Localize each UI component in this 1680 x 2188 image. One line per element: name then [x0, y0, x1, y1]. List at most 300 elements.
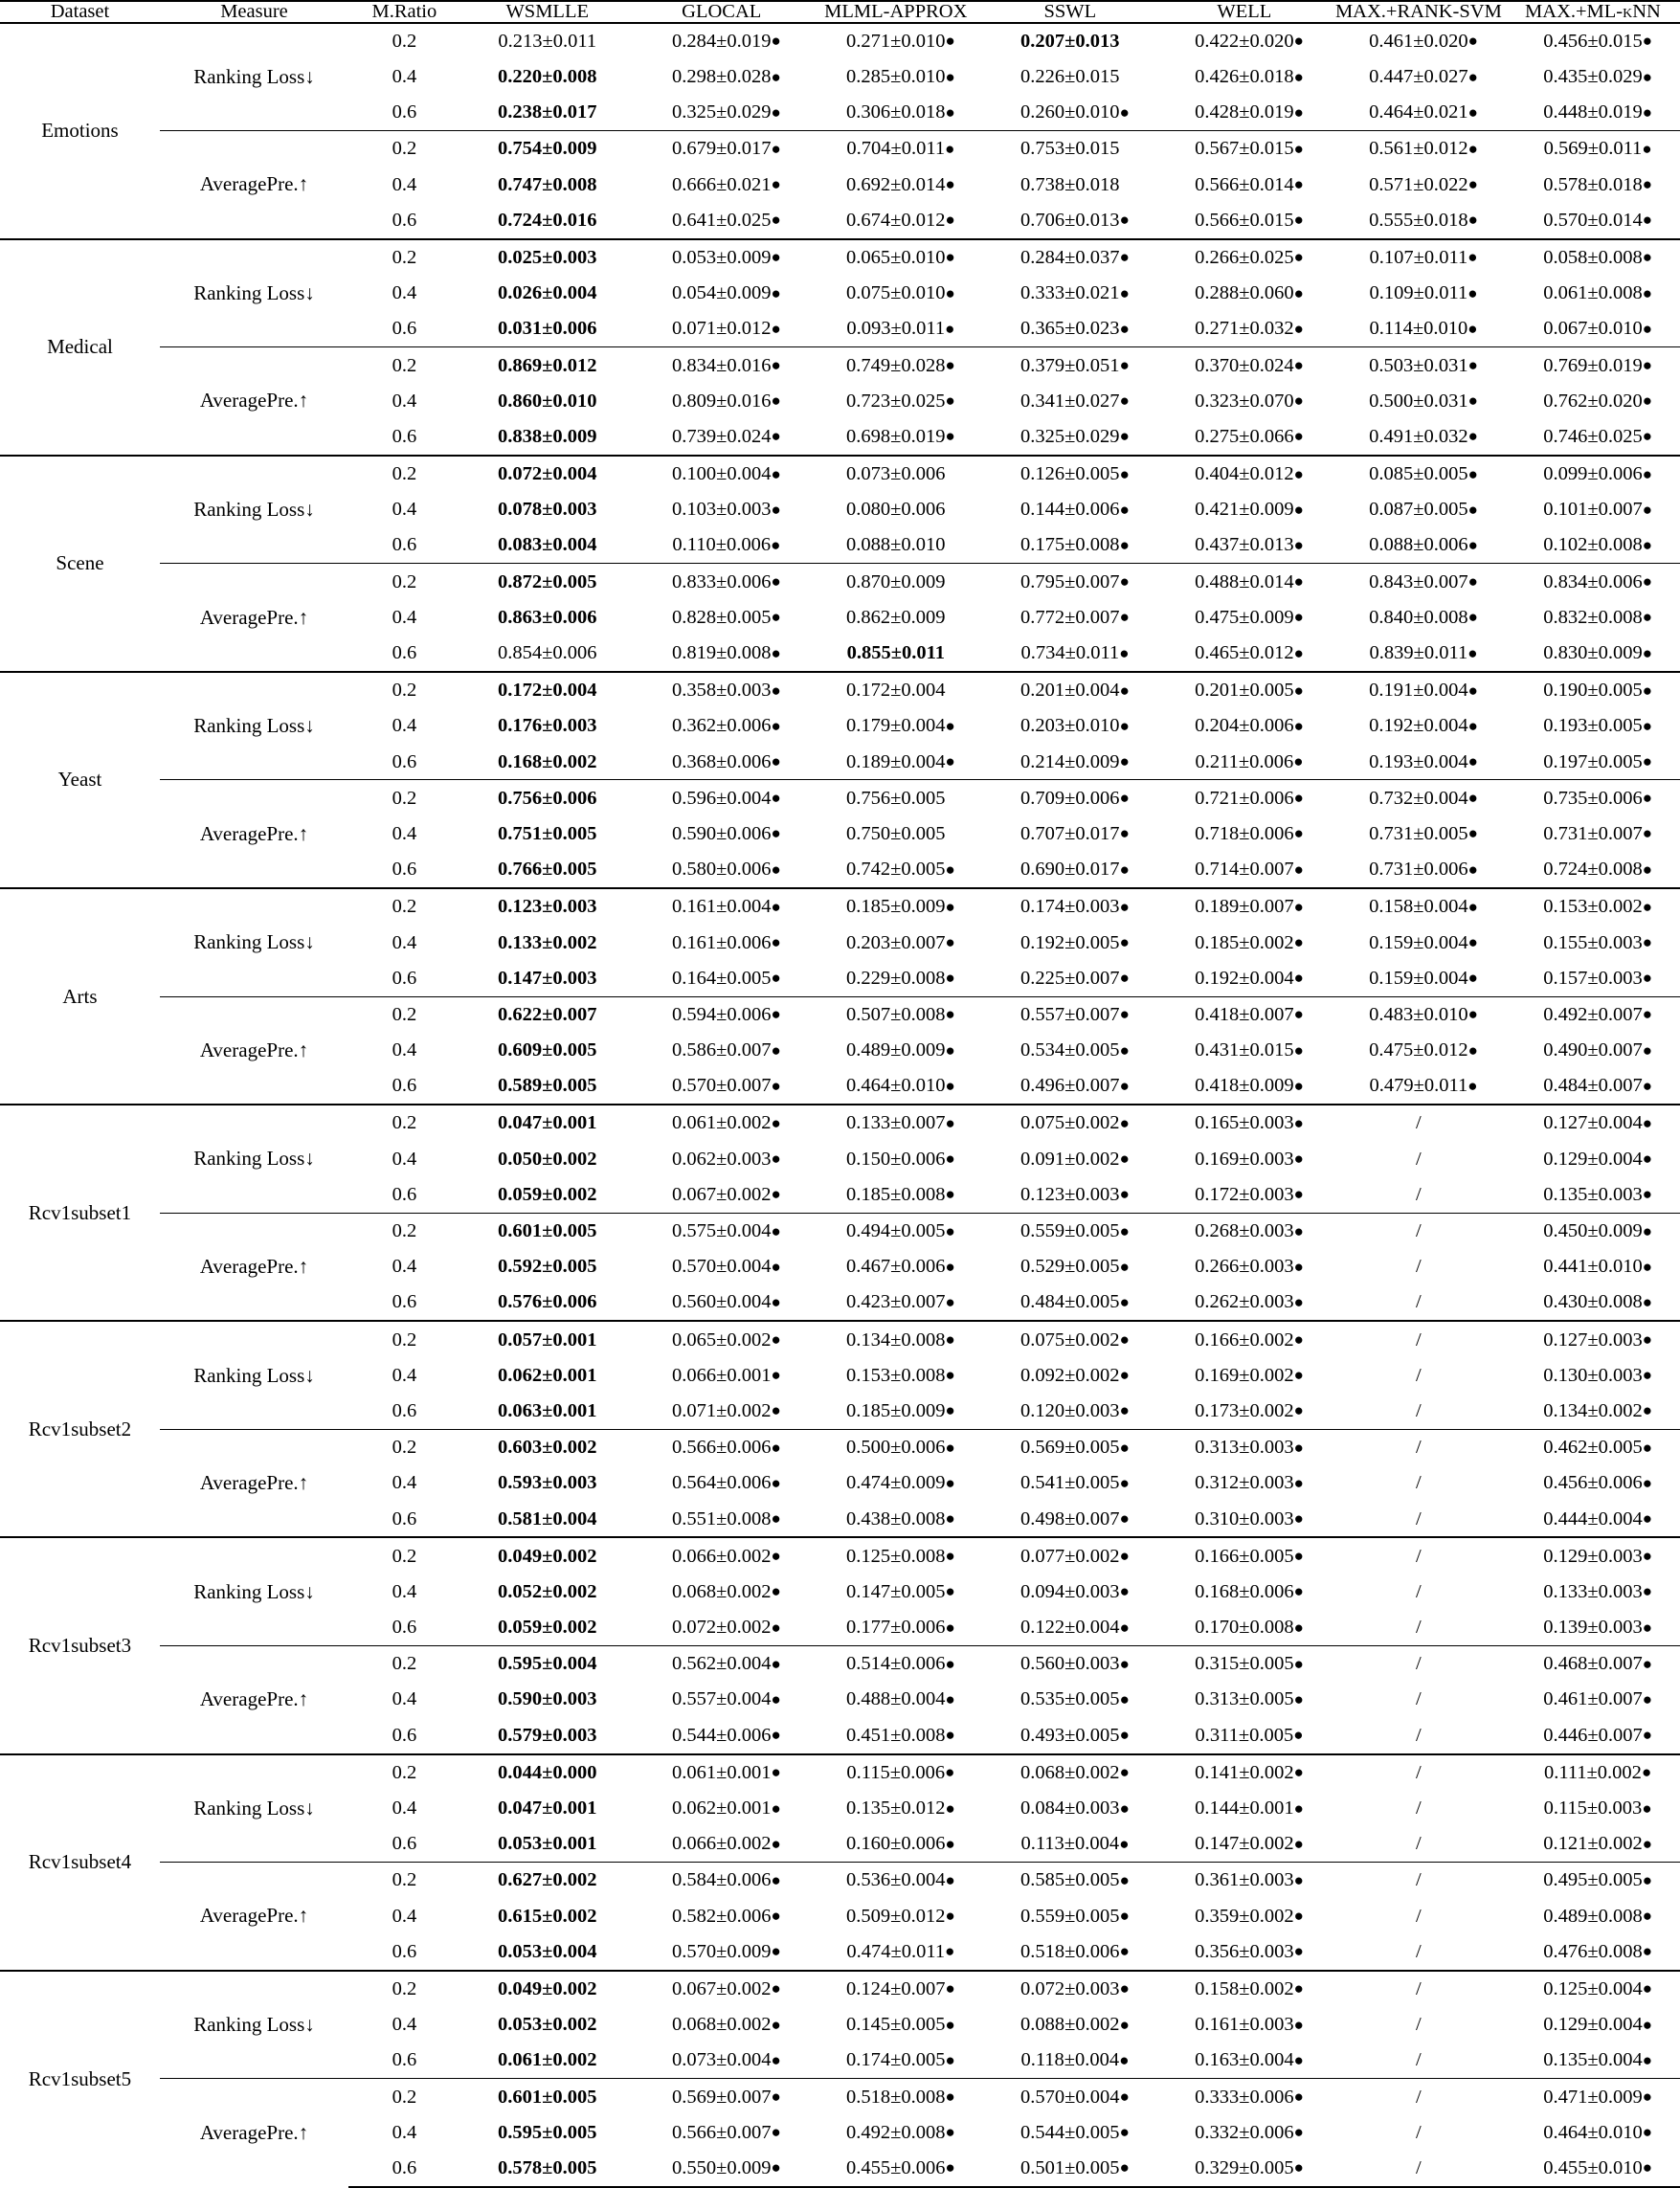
metric-cell-mlml: 0.500±0.006● [809, 1429, 983, 1465]
metric-cell-maxmlknn: 0.139±0.003● [1543, 1617, 1652, 1639]
metric-value: 0.570±0.009 [671, 1940, 772, 1962]
metric-cell-well: 0.158±0.002● [1157, 1971, 1332, 2007]
metric-value: 0.329±0.005 [1195, 2156, 1294, 2178]
table-row [0, 672, 1680, 708]
metric-value: 0.325±0.029 [671, 101, 772, 123]
metric-cell-well: 0.313±0.003● [1157, 1429, 1332, 1465]
metric-value: 0.455±0.006 [846, 2156, 946, 2178]
metric-cell-glocal: 0.065±0.002● [635, 1321, 809, 1357]
column-header-maxmlknn: MAX.+ML-kNN [1506, 1, 1680, 23]
metric-value: 0.483±0.010 [1369, 1003, 1468, 1025]
metric-cell-glocal: 0.584±0.006● [635, 1863, 809, 1899]
metric-value: 0.769±0.019 [1543, 354, 1643, 376]
metric-value: 0.220±0.008 [497, 66, 597, 88]
metric-value: 0.129±0.004 [1543, 1148, 1643, 1170]
not-available-marker: / [1416, 1905, 1422, 1927]
metric-value: 0.698±0.019 [846, 425, 946, 447]
metric-value: 0.566±0.007 [671, 2121, 772, 2143]
metric-cell-wsmlle [460, 1429, 635, 1465]
metric-cell-mlml: 0.115±0.006● [809, 1754, 983, 1791]
metric-value: 0.731±0.007 [1543, 822, 1643, 844]
table-row [0, 1429, 1680, 1465]
metric-value: 0.772±0.007 [1020, 606, 1120, 628]
metric-value: 0.601±0.005 [497, 1220, 597, 1242]
missing-ratio-value: 0.4 [392, 499, 417, 521]
missing-ratio-value: 0.6 [392, 1724, 417, 1746]
metric-cell-maxrank: 0.159±0.004● [1369, 931, 1478, 953]
metric-cell-glocal: 0.594±0.006● [635, 996, 809, 1033]
metric-value: 0.078±0.003 [497, 499, 597, 521]
metric-cell-mlml: 0.674±0.012● [846, 209, 955, 231]
metric-cell-sswl: 0.501±0.005● [983, 2151, 1157, 2187]
metric-cell-maxrank: 0.561±0.012● [1332, 131, 1506, 167]
metric-value: 0.448±0.019 [1543, 101, 1643, 123]
table-row [0, 2079, 1680, 2115]
metric-value: 0.569±0.011 [1543, 138, 1643, 160]
metric-cell-maxmlknn: 0.569±0.011● [1506, 131, 1680, 167]
metric-value: 0.603±0.002 [497, 1437, 597, 1459]
metric-value: 0.368±0.006 [671, 750, 772, 772]
metric-cell-glocal: 0.596±0.004● [635, 780, 809, 816]
metric-cell-maxmlknn: 0.450±0.009● [1506, 1213, 1680, 1249]
metric-cell-sswl: 0.175±0.008● [1020, 534, 1130, 556]
metric-value: 0.474±0.011 [846, 1940, 946, 1962]
metric-cell-sswl: 0.557±0.007● [983, 996, 1157, 1033]
metric-cell-sswl: 0.092±0.002● [1020, 1364, 1130, 1386]
metric-value: 0.139±0.003 [1543, 1617, 1643, 1639]
metric-value: 0.049±0.002 [497, 1545, 597, 1567]
metric-value: 0.072±0.003 [1020, 1977, 1120, 1999]
not-available-marker: / [1416, 1833, 1422, 1855]
metric-cell-mlml [809, 636, 983, 672]
table-row [0, 23, 1680, 59]
metric-cell-sswl: 0.091±0.002● [1020, 1148, 1130, 1170]
metric-cell-well: 0.266±0.025● [1157, 239, 1332, 276]
metric-value: 0.088±0.006 [1369, 534, 1468, 556]
metric-value: 0.135±0.004 [1543, 2049, 1643, 2071]
metric-value: 0.163±0.004 [1195, 2049, 1294, 2071]
metric-cell-maxmlknn: 0.834±0.006● [1506, 564, 1680, 600]
column-header-maxrank: MAX.+RANK-SVM [1332, 1, 1506, 23]
metric-value: 0.536±0.004 [846, 1869, 946, 1891]
metric-cell-maxrank [1332, 2043, 1506, 2079]
metric-value: 0.201±0.005 [1195, 680, 1294, 702]
metric-cell-wsmlle [460, 1898, 635, 1933]
measure-label: Ranking Loss↓ [160, 888, 348, 996]
metric-cell-glocal: 0.570±0.007● [671, 1075, 781, 1097]
metric-value: 0.172±0.004 [846, 680, 946, 702]
metric-cell-wsmlle [460, 1141, 635, 1176]
metric-cell-well: 0.163±0.004● [1195, 2049, 1304, 2071]
metric-cell-maxmlknn: 0.495±0.005● [1506, 1863, 1680, 1899]
metric-cell-maxrank: 0.085±0.005● [1332, 456, 1506, 492]
metric-cell-mlml [809, 600, 983, 636]
metric-value: 0.451±0.008 [846, 1724, 946, 1746]
not-available-marker: / [1416, 1112, 1422, 1134]
metric-value: 0.107±0.011 [1369, 246, 1468, 268]
metric-value: 0.422±0.020 [1195, 30, 1294, 52]
metric-cell-sswl: 0.203±0.010● [1020, 715, 1130, 737]
metric-cell-maxrank [1332, 1971, 1506, 2007]
metric-value: 0.467±0.006 [846, 1256, 946, 1278]
metric-value: 0.088±0.010 [846, 534, 946, 556]
metric-cell-wsmlle [460, 672, 635, 708]
metric-value: 0.094±0.003 [1020, 1580, 1120, 1602]
metric-cell-maxrank [1332, 2151, 1506, 2187]
metric-cell-well: 0.168±0.006● [1195, 1580, 1304, 1602]
metric-value: 0.100±0.004 [671, 463, 772, 485]
metric-value: 0.855±0.011 [846, 642, 945, 664]
metric-value: 0.854±0.006 [497, 642, 597, 664]
measure-label: AveragePre.↑ [160, 2079, 348, 2187]
metric-value: 0.582±0.006 [671, 1905, 772, 1927]
metric-cell-wsmlle [460, 852, 635, 888]
metric-value: 0.609±0.005 [497, 1039, 597, 1061]
measure-label: AveragePre.↑ [160, 1863, 348, 1971]
metric-cell-mlml: 0.189±0.004● [846, 750, 955, 772]
metric-value: 0.288±0.060 [1195, 282, 1294, 304]
measure-label: Ranking Loss↓ [160, 1321, 348, 1429]
not-available-marker: / [1416, 2086, 1422, 2108]
measure-label: Ranking Loss↓ [160, 456, 348, 564]
metric-cell-mlml: 0.455±0.006● [809, 2151, 983, 2187]
metric-cell-glocal: 0.161±0.006● [671, 931, 781, 953]
metric-cell-glocal: 0.569±0.007● [635, 2079, 809, 2115]
metric-value: 0.065±0.002 [671, 1328, 772, 1351]
metric-value: 0.173±0.002 [1195, 1399, 1294, 1421]
metric-cell-glocal: 0.071±0.002● [671, 1399, 781, 1421]
metric-value: 0.840±0.008 [1369, 606, 1468, 628]
metric-value: 0.418±0.007 [1195, 1003, 1294, 1025]
missing-ratio-value: 0.6 [392, 750, 417, 772]
metric-value: 0.484±0.005 [1020, 1291, 1120, 1313]
metric-cell-well: 0.268±0.003● [1157, 1213, 1332, 1249]
missing-ratio-value: 0.4 [392, 390, 417, 412]
metric-cell-well: 0.266±0.003● [1195, 1256, 1304, 1278]
metric-value: 0.298±0.028 [671, 66, 772, 88]
missing-ratio-value: 0.2 [348, 996, 460, 1033]
metric-cell-maxmlknn: 0.468±0.007● [1506, 1645, 1680, 1682]
not-available-marker: / [1416, 1977, 1422, 1999]
missing-ratio-value: 0.2 [348, 1863, 460, 1899]
metric-value: 0.053±0.001 [497, 1833, 597, 1855]
metric-value: 0.589±0.005 [497, 1075, 597, 1097]
metric-cell-glocal: 0.560±0.004● [671, 1291, 781, 1313]
metric-value: 0.518±0.008 [846, 2086, 946, 2108]
metric-cell-mlml: 0.150±0.006● [846, 1148, 955, 1170]
metric-value: 0.127±0.004 [1543, 1112, 1643, 1134]
not-available-marker: / [1416, 1761, 1422, 1783]
metric-value: 0.819±0.008 [671, 642, 772, 664]
metric-value: 0.564±0.006 [671, 1472, 772, 1494]
metric-cell-well: 0.437±0.013● [1195, 534, 1304, 556]
metric-cell-glocal: 0.066±0.002● [635, 1537, 809, 1574]
metric-value: 0.144±0.006 [1020, 499, 1120, 521]
metric-value: 0.721±0.006 [1195, 787, 1294, 809]
metric-value: 0.569±0.007 [671, 2086, 772, 2108]
not-available-marker: / [1416, 2156, 1422, 2178]
metric-value: 0.115±0.003 [1543, 1797, 1643, 1820]
metric-value: 0.115±0.006 [846, 1761, 946, 1783]
metric-cell-well: 0.165±0.003● [1157, 1105, 1332, 1141]
metric-cell-maxrank: 0.107±0.011● [1332, 239, 1506, 276]
metric-value: 0.155±0.003 [1543, 931, 1643, 953]
metric-value: 0.110±0.006 [672, 534, 772, 556]
metric-value: 0.479±0.011 [1369, 1075, 1468, 1097]
metric-cell-wsmlle [460, 1068, 635, 1105]
metric-cell-glocal: 0.586±0.007● [671, 1039, 781, 1061]
metric-value: 0.464±0.010 [846, 1075, 946, 1097]
metric-value: 0.120±0.003 [1020, 1399, 1120, 1421]
metric-cell-maxmlknn: 0.099±0.006● [1506, 456, 1680, 492]
metric-cell-wsmlle [460, 1682, 635, 1717]
metric-cell-glocal: 0.066±0.001● [671, 1364, 781, 1386]
metric-value: 0.578±0.005 [497, 2156, 597, 2178]
metric-cell-glocal: 0.100±0.004● [635, 456, 809, 492]
metric-value: 0.560±0.004 [671, 1291, 772, 1313]
metric-cell-maxrank: 0.731±0.005● [1369, 822, 1478, 844]
metric-cell-maxmlknn: 0.471±0.009● [1506, 2079, 1680, 2115]
metric-value: 0.191±0.004 [1369, 680, 1468, 702]
metric-cell-mlml: 0.185±0.009● [809, 888, 983, 925]
metric-cell-sswl: 0.379±0.051● [983, 347, 1157, 384]
metric-cell-sswl: 0.734±0.011● [1020, 642, 1130, 664]
metric-cell-maxrank: 0.483±0.010● [1332, 996, 1506, 1033]
metric-cell-wsmlle [460, 888, 635, 925]
metric-value: 0.175±0.008 [1020, 534, 1120, 556]
metric-cell-wsmlle [460, 2079, 635, 2115]
metric-cell-mlml: 0.065±0.010● [809, 239, 983, 276]
metric-value: 0.135±0.003 [1543, 1183, 1643, 1205]
metric-cell-maxrank: 0.571±0.022● [1369, 173, 1478, 195]
metric-cell-sswl: 0.120±0.003● [1020, 1399, 1130, 1421]
metric-cell-glocal: 0.164±0.005● [671, 967, 781, 989]
metric-value: 0.828±0.005 [671, 606, 772, 628]
metric-value: 0.271±0.010 [846, 30, 946, 52]
metric-cell-wsmlle [460, 527, 635, 564]
metric-cell-sswl: 0.707±0.017● [1020, 822, 1130, 844]
metric-value: 0.575±0.004 [671, 1220, 772, 1242]
metric-value: 0.123±0.003 [1020, 1183, 1120, 1205]
metric-cell-mlml: 0.507±0.008● [809, 996, 983, 1033]
metric-value: 0.492±0.008 [846, 2121, 946, 2143]
metric-cell-maxrank: 0.461±0.020● [1369, 30, 1478, 52]
metric-cell-well: 0.421±0.009● [1195, 499, 1304, 521]
metric-value: 0.325±0.029 [1020, 425, 1120, 447]
metric-value: 0.103±0.003 [671, 499, 772, 521]
measure-label: AveragePre.↑ [160, 1213, 348, 1321]
metric-cell-maxmlknn: 0.735±0.006● [1506, 780, 1680, 816]
not-available-marker: / [1416, 1688, 1422, 1710]
metric-cell-wsmlle [460, 1826, 635, 1863]
metric-value: 0.839±0.011 [1369, 642, 1468, 664]
missing-ratio-value: 0.4 [392, 66, 417, 88]
metric-value: 0.189±0.004 [846, 750, 946, 772]
missing-ratio-value: 0.2 [348, 1971, 460, 2007]
metric-value: 0.185±0.009 [846, 896, 946, 918]
metric-cell-well: 0.161±0.003● [1195, 2014, 1304, 2036]
measure-label: AveragePre.↑ [160, 347, 348, 456]
metric-cell-glocal: 0.067±0.002● [671, 1183, 781, 1205]
missing-ratio-value: 0.4 [392, 173, 417, 195]
metric-value: 0.714±0.007 [1195, 859, 1294, 881]
missing-ratio-value: 0.2 [348, 1105, 460, 1141]
not-available-marker: / [1416, 1437, 1422, 1459]
metric-value: 0.615±0.002 [497, 1905, 597, 1927]
metric-cell-glocal: 0.061±0.002● [635, 1105, 809, 1141]
metric-cell-maxmlknn: 0.067±0.010● [1543, 318, 1652, 340]
metric-cell-mlml: 0.451±0.008● [846, 1724, 955, 1746]
metric-value: 0.190±0.005 [1543, 680, 1643, 702]
metric-value: 0.172±0.004 [497, 680, 597, 702]
metric-cell-maxrank: 0.109±0.011● [1369, 282, 1478, 304]
metric-cell-mlml [809, 456, 983, 492]
metric-value: 0.077±0.002 [1020, 1545, 1120, 1567]
metric-value: 0.161±0.004 [671, 896, 772, 918]
metric-cell-glocal: 0.358±0.003● [635, 672, 809, 708]
metric-cell-wsmlle [460, 996, 635, 1033]
metric-value: 0.747±0.008 [497, 173, 597, 195]
metric-cell-mlml: 0.174±0.005● [846, 2049, 955, 2071]
missing-ratio-value: 0.6 [392, 967, 417, 989]
missing-ratio-value: 0.4 [392, 1905, 417, 1927]
metric-cell-mlml: 0.423±0.007● [846, 1291, 955, 1313]
metric-value: 0.464±0.010 [1543, 2121, 1643, 2143]
metric-cell-glocal: 0.161±0.004● [635, 888, 809, 925]
metric-cell-well: 0.333±0.006● [1157, 2079, 1332, 2115]
metric-cell-maxrank: 0.447±0.027● [1369, 66, 1478, 88]
metric-cell-maxrank [1332, 1717, 1506, 1753]
metric-cell-sswl: 0.075±0.002● [983, 1321, 1157, 1357]
metric-value: 0.557±0.007 [1020, 1003, 1120, 1025]
metric-value: 0.164±0.005 [671, 967, 772, 989]
metric-cell-well: 0.323±0.070● [1195, 390, 1304, 412]
metric-value: 0.495±0.005 [1543, 1869, 1643, 1891]
metric-value: 0.159±0.004 [1369, 967, 1468, 989]
metric-value: 0.750±0.005 [846, 822, 946, 844]
missing-ratio-value: 0.2 [348, 1537, 460, 1574]
metric-value: 0.134±0.002 [1543, 1399, 1643, 1421]
metric-cell-maxmlknn: 0.130±0.003● [1543, 1364, 1652, 1386]
metric-value: 0.718±0.006 [1195, 822, 1294, 844]
missing-ratio-value: 0.4 [392, 282, 417, 304]
metric-cell-maxrank [1332, 1933, 1506, 1970]
metric-value: 0.268±0.003 [1195, 1220, 1294, 1242]
metric-value: 0.091±0.002 [1020, 1148, 1120, 1170]
metric-cell-maxmlknn: 0.129±0.004● [1543, 1148, 1652, 1170]
dataset-name: Emotions [41, 119, 119, 143]
metric-value: 0.570±0.004 [671, 1256, 772, 1278]
measure-label: Ranking Loss↓ [160, 1105, 348, 1213]
metric-cell-wsmlle [460, 1465, 635, 1501]
metric-value: 0.541±0.005 [1020, 1472, 1120, 1494]
metric-value: 0.193±0.005 [1543, 715, 1643, 737]
metric-value: 0.192±0.004 [1369, 715, 1468, 737]
metric-cell-maxmlknn: 0.430±0.008● [1543, 1291, 1652, 1313]
metric-value: 0.872±0.005 [497, 570, 597, 592]
metric-cell-mlml: 0.704±0.011● [809, 131, 983, 167]
metric-value: 0.596±0.004 [671, 787, 772, 809]
metric-cell-maxmlknn: 0.129±0.003● [1506, 1537, 1680, 1574]
metric-cell-well: 0.312±0.003● [1195, 1472, 1304, 1494]
metric-cell-maxmlknn: 0.441±0.010● [1543, 1256, 1652, 1278]
metric-cell-maxrank: 0.491±0.032● [1369, 425, 1478, 447]
dataset-name: Rcv1subset2 [0, 1321, 160, 1537]
metric-value: 0.062±0.001 [497, 1364, 597, 1386]
column-header-glocal: GLOCAL [635, 1, 809, 23]
metric-cell-mlml: 0.179±0.004● [846, 715, 955, 737]
metric-cell-glocal: 0.566±0.006● [635, 1429, 809, 1465]
not-available-marker: / [1416, 1148, 1422, 1170]
metric-cell-glocal: 0.062±0.001● [671, 1797, 781, 1820]
metric-value: 0.088±0.002 [1020, 2014, 1120, 2036]
metric-value: 0.072±0.002 [671, 1617, 772, 1639]
metric-cell-well: 0.201±0.005● [1157, 672, 1332, 708]
metric-value: 0.570±0.004 [1020, 2086, 1120, 2108]
metric-cell-maxrank [1332, 1826, 1506, 1863]
metric-value: 0.570±0.007 [671, 1075, 772, 1097]
missing-ratio-value: 0.6 [348, 2151, 460, 2187]
metric-cell-mlml: 0.467±0.006● [846, 1256, 955, 1278]
metric-value: 0.493±0.005 [1020, 1724, 1120, 1746]
metric-cell-mlml: 0.203±0.007● [846, 931, 955, 953]
metric-cell-wsmlle [460, 311, 635, 347]
metric-cell-wsmlle [460, 960, 635, 996]
metric-cell-wsmlle [460, 383, 635, 418]
metric-cell-well: 0.361±0.003● [1157, 1863, 1332, 1899]
missing-ratio-value: 0.6 [392, 101, 417, 123]
metric-cell-wsmlle [460, 1645, 635, 1682]
not-available-marker: / [1416, 1291, 1422, 1313]
metric-value: 0.446±0.007 [1543, 1724, 1643, 1746]
metric-cell-sswl: 0.795±0.007● [983, 564, 1157, 600]
metric-value: 0.738±0.018 [1020, 173, 1120, 195]
metric-cell-sswl: 0.260±0.010● [1020, 101, 1130, 123]
metric-value: 0.641±0.025 [671, 209, 772, 231]
metric-value: 0.159±0.004 [1369, 931, 1468, 953]
metric-cell-sswl: 0.123±0.003● [1020, 1183, 1130, 1205]
metric-cell-maxrank [1332, 1574, 1506, 1610]
metric-cell-maxmlknn: 0.832±0.008● [1543, 606, 1652, 628]
metric-cell-maxmlknn: 0.125±0.004● [1506, 1971, 1680, 2007]
metric-value: 0.125±0.008 [846, 1545, 946, 1567]
metric-cell-maxmlknn: 0.492±0.007● [1506, 996, 1680, 1033]
metric-value: 0.174±0.003 [1020, 896, 1120, 918]
metric-value: 0.754±0.009 [497, 138, 597, 160]
metric-cell-wsmlle [460, 1610, 635, 1646]
dataset-name: Rcv1subset1 [0, 1105, 160, 1321]
not-available-marker: / [1416, 1940, 1422, 1962]
metric-cell-wsmlle [460, 1717, 635, 1753]
table-row [0, 1863, 1680, 1899]
metric-value: 0.559±0.005 [1020, 1905, 1120, 1927]
metric-cell-glocal: 0.073±0.004● [671, 2049, 781, 2071]
metric-value: 0.756±0.006 [497, 787, 597, 809]
metric-cell-well: 0.144±0.001● [1195, 1797, 1304, 1820]
missing-ratio-value: 0.4 [392, 1148, 417, 1170]
metric-cell-mlml [809, 527, 983, 564]
column-header-sswl: SSWL [983, 1, 1157, 23]
metric-cell-well: 0.288±0.060● [1195, 282, 1304, 304]
metric-cell-maxmlknn: 0.462±0.005● [1506, 1429, 1680, 1465]
metric-cell-glocal: 0.072±0.002● [671, 1617, 781, 1639]
metric-cell-wsmlle [460, 780, 635, 816]
metric-cell-sswl: 0.559±0.005● [1020, 1905, 1130, 1927]
metric-cell-glocal: 0.067±0.002● [635, 1971, 809, 2007]
metric-value: 0.735±0.006 [1543, 787, 1643, 809]
metric-value: 0.762±0.020 [1543, 390, 1643, 412]
metric-cell-wsmlle [460, 744, 635, 780]
